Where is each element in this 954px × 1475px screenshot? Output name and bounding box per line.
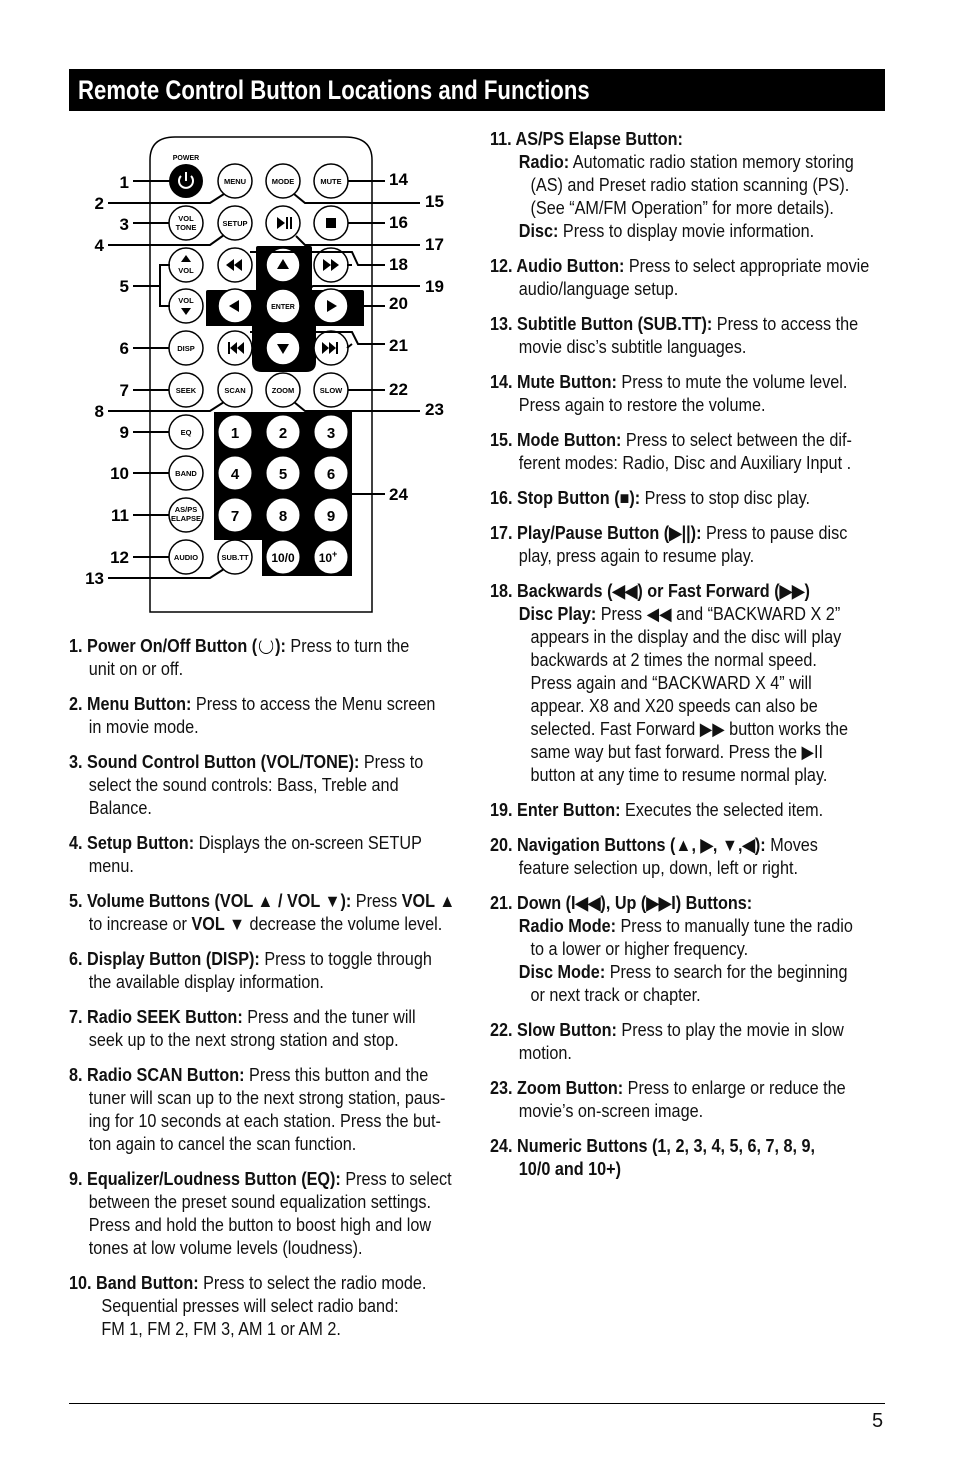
num-5-label: 5 — [278, 466, 288, 483]
item-20: 20. Navigation Buttons (▲, ▶, ▼,◀): Moves feature selection up, down, left or right. — [490, 835, 818, 878]
item-8: 8. Radio SCAN Button: Press this button and the tuner will scan up to the next strong station, paus- ing for 10 seconds at each station. Press the but- ton again to cancel the scan function. — [69, 1065, 446, 1154]
callout-8: 8 — [94, 402, 104, 421]
enter-label: ENTER — [271, 304, 295, 311]
item-14: 14. Mute Button: Press to mute the volume level. Press again to restore the volume. — [490, 372, 848, 415]
num-10-plus-label: 10+ — [318, 549, 338, 565]
band-label: BAND — [175, 469, 197, 478]
eq-label: EQ — [180, 428, 192, 437]
item-4: 4. Setup Button: Displays the on-screen SETUP menu. — [69, 833, 422, 876]
zoom-label: ZOOM — [271, 386, 295, 395]
audio-label: AUDIO — [173, 553, 199, 562]
vol-down-label: VOL — [178, 296, 194, 305]
item-1: 1. Power On/Off Button ( ): Press to turn the unit on or off. — [69, 636, 410, 679]
item-18: 18. Backwards (◀◀) or Fast Forward (▶▶) Disc Play: Press ◀◀ and “BACKWARD X 2” appears in the display and the disc will play backwards at 2 times the normal speed. Press again and “BACKWARD X 4” will appear. X8 and X20 speeds can also be selected. Fast Forward ▶▶ button works the same way but fast forward. Press the ▶II button at any time to resume normal play. — [490, 581, 849, 785]
asps-label-2: ELAPSE — [170, 514, 202, 523]
num-9-label: 9 — [326, 508, 336, 525]
footer-rule — [69, 1403, 885, 1404]
item-13: 13. Subtitle Button (SUB.TT): Press to access the movie disc’s subtitle languages. — [490, 314, 859, 357]
scan-label: SCAN — [224, 386, 246, 395]
item-2: 2. Menu Button: Press to access the Menu screen in movie mode. — [69, 694, 436, 737]
item-21: 21. Down (I◀◀), Up (▶▶I) Buttons: Radio Mode: Press to manually tune the radio to a lower or higher frequency. Disc Mode: Press to search for the beginning or next track or chapter. — [490, 893, 853, 1005]
mode-label: MODE — [271, 177, 295, 186]
vol-down-button[interactable] — [169, 289, 203, 323]
item-5: 5. Volume Buttons (VOL ▲ / VOL ▼): Press VOL ▲ to increase or VOL ▼ decrease the volume level. — [69, 891, 456, 934]
callout-20: 20 — [389, 294, 408, 313]
item-16: 16. Stop Button (■): Press to stop disc play. — [490, 488, 811, 508]
subtitle-label: SUB.TT — [221, 553, 249, 562]
callout-22: 22 — [389, 380, 408, 399]
callout-13: 13 — [85, 569, 104, 588]
page-title: Remote Control Button Locations and Functions — [78, 75, 590, 105]
vol-tone-label-2: TONE — [175, 223, 197, 232]
callout-3: 3 — [119, 215, 129, 234]
callout-19: 19 — [425, 277, 444, 296]
callout-7: 7 — [119, 381, 129, 400]
callout-16: 16 — [389, 213, 408, 232]
mute-label: MUTE — [320, 177, 342, 186]
title-bar — [69, 69, 885, 111]
callout-24: 24 — [389, 485, 408, 504]
num-1-label: 1 — [230, 425, 240, 442]
num-3-label: 3 — [326, 425, 336, 442]
vol-tone-label-1: VOL — [178, 214, 194, 223]
item-10: 10. Band Button: Press to select the radio mode. Sequential presses will select radio band: FM 1, FM 2, FM 3, AM 1 or AM 2. — [69, 1273, 427, 1339]
num-2-label: 2 — [278, 425, 288, 442]
seek-label: SEEK — [175, 386, 197, 395]
num-8-label: 8 — [278, 508, 288, 525]
item-17: 17. Play/Pause Button (▶||): Press to pause disc play, press again to resume play. — [490, 523, 848, 566]
item-23: 23. Zoom Button: Press to enlarge or reduce the movie’s on-screen image. — [490, 1078, 846, 1121]
item-15: 15. Mode Button: Press to select between the dif- ferent modes: Radio, Disc and Auxiliary Input . — [490, 430, 852, 473]
remote-diagram — [75, 125, 475, 620]
vol-up-label: VOL — [178, 266, 194, 275]
item-3: 3. Sound Control Button (VOL/TONE): Press to select the sound controls: Bass, Treble and Balance. — [69, 752, 424, 818]
callout-12: 12 — [110, 548, 129, 567]
num-7-label: 7 — [230, 508, 240, 525]
item-22: 22. Slow Button: Press to play the movie in slow motion. — [490, 1020, 844, 1063]
power-icon — [259, 638, 273, 654]
stop-icon — [326, 218, 336, 228]
callout-23: 23 — [425, 400, 444, 419]
num-10-0-label: 10/0 — [271, 551, 295, 565]
callout-17: 17 — [425, 235, 444, 254]
item-9: 9. Equalizer/Loudness Button (EQ): Press to select between the preset sound equalization settings. Press and hold the button to boost high and low tones at low volume levels (loudness). — [69, 1169, 452, 1258]
disp-label: DISP — [177, 344, 195, 353]
menu-label: MENU — [223, 177, 247, 186]
asps-label-1: AS/PS — [174, 505, 198, 514]
power-label: POWER — [172, 155, 200, 162]
callout-10: 10 — [110, 464, 129, 483]
callout-9: 9 — [119, 423, 129, 442]
callout-4: 4 — [94, 236, 104, 255]
callout-21: 21 — [389, 336, 408, 355]
item-6: 6. Display Button (DISP): Press to toggle through the available display information. — [69, 949, 432, 992]
slow-label: SLOW — [319, 386, 343, 395]
num-6-label: 6 — [326, 466, 336, 483]
right-column — [490, 128, 888, 1193]
callout-6: 6 — [119, 339, 129, 358]
item-24: 24. Numeric Buttons (1, 2, 3, 4, 5, 6, 7, 8, 9, 10/0 and 10+) — [490, 1136, 816, 1179]
callout-5: 5 — [119, 277, 129, 296]
item-12: 12. Audio Button: Press to select appropriate movie audio/language setup. — [490, 256, 870, 299]
item-7: 7. Radio SEEK Button: Press and the tuner will seek up to the next strong station and stop. — [69, 1007, 416, 1050]
callout-18: 18 — [389, 255, 408, 274]
callout-2: 2 — [94, 194, 104, 213]
vol-up-button[interactable] — [169, 248, 203, 282]
left-column — [69, 635, 469, 1353]
page-number: 5 — [872, 1410, 884, 1432]
item-11: 11. AS/PS Elapse Button: Radio: Automatic radio station memory storing (AS) and Preset radio station scanning (PS). (See “AM/FM Operation” for more details). Disc: Press to display movie information. — [490, 129, 854, 241]
callout-1: 1 — [119, 173, 129, 192]
callout-15: 15 — [425, 192, 444, 211]
callout-11: 11 — [111, 506, 129, 525]
setup-label: SETUP — [222, 219, 248, 228]
num-4-label: 4 — [230, 466, 240, 483]
item-19: 19. Enter Button: Executes the selected item. — [490, 800, 824, 820]
callout-14: 14 — [389, 170, 408, 189]
